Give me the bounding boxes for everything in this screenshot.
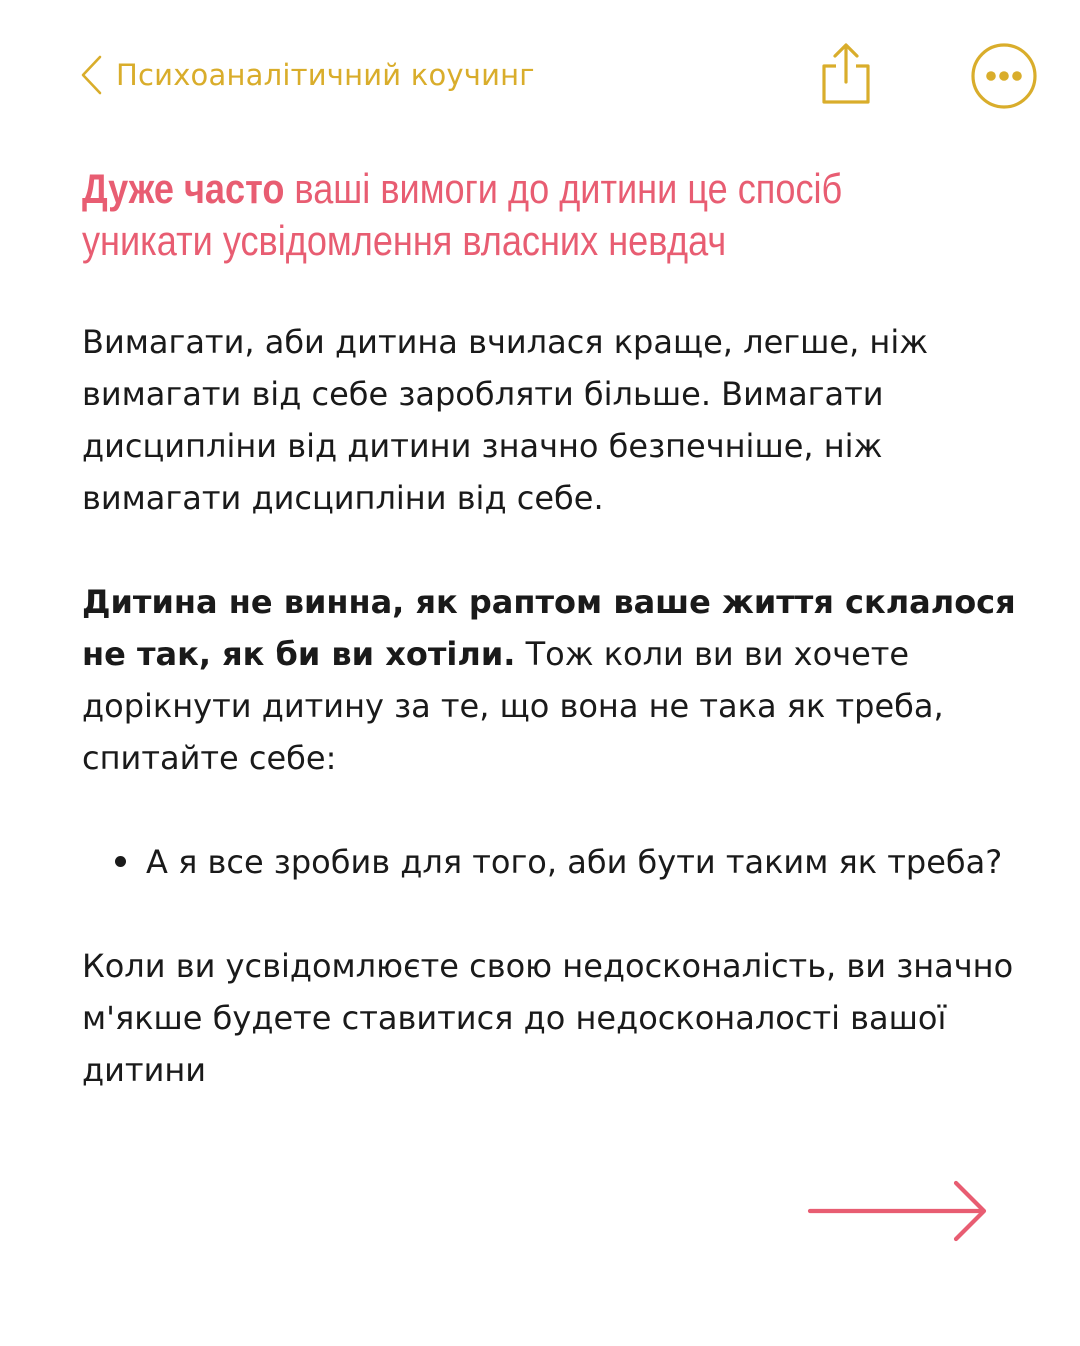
paragraph-2 xyxy=(82,576,1032,784)
more-button[interactable] xyxy=(970,42,1038,110)
share-button[interactable] xyxy=(816,40,876,106)
note-body xyxy=(82,316,1032,1096)
back-label: Психоаналітичний коучинг xyxy=(116,58,535,92)
next-page-button[interactable] xyxy=(806,1176,990,1246)
chevron-left-icon xyxy=(80,55,102,95)
more-icon xyxy=(970,42,1038,110)
title-line-2: уникати усвідомлення власних невдач xyxy=(82,217,727,264)
top-bar xyxy=(0,0,1080,150)
list-item xyxy=(82,836,1032,888)
page-title xyxy=(82,163,968,267)
bullet-dot xyxy=(115,856,126,867)
paragraph-1: Вимагати, аби дитина вчилася краще, легше, ніж вимагати від себе заробляти більше. Вимагати дисципліни від дитини значно безпечніше, ніж вимагати дисципліни від себе. xyxy=(82,323,929,517)
arrow-right-icon xyxy=(806,1176,990,1246)
list-item-text: А я все зробив для того, аби бути таким як треба? xyxy=(146,843,1003,881)
paragraph-2-text: Тож коли ви ви хочете дорікнути дитину за те, що вона не така як треба, спитайте себе: xyxy=(82,635,944,777)
paragraph-3: Коли ви усвідомлюєте свою недосконалість, ви значно м'якше будете ставитися до недосконалості вашої дитини xyxy=(82,947,1014,1089)
share-icon xyxy=(816,40,876,106)
bullet-list xyxy=(82,836,1032,888)
back-button[interactable] xyxy=(80,50,535,100)
paragraph-2-emphasis: Дитина не винна, як раптом ваше життя склалося не так, як би ви хотіли. xyxy=(82,583,1016,673)
title-emphasis: Дуже часто xyxy=(82,165,285,212)
title-line-1: ваші вимоги до дитини це спосіб xyxy=(284,165,843,212)
